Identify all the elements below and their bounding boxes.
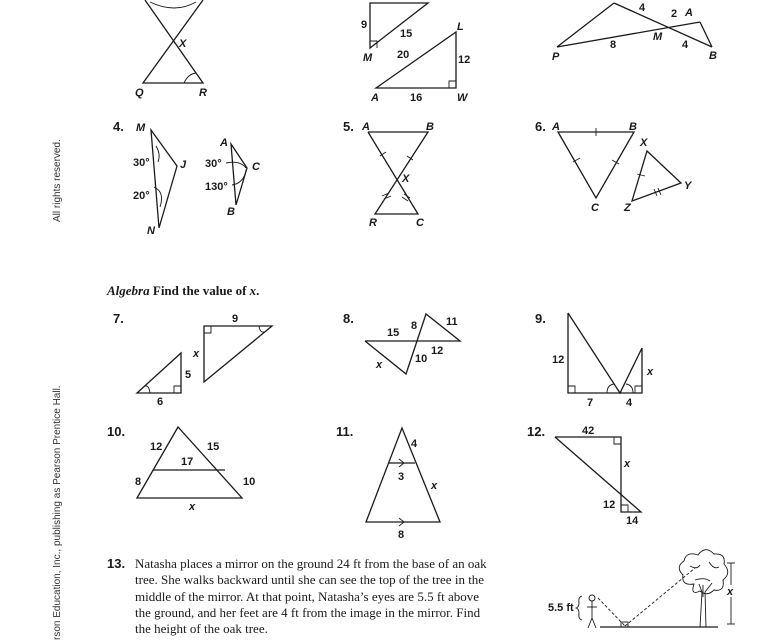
p11-label-x: x (431, 480, 438, 492)
p9-label-4: 4 (626, 397, 633, 409)
problem-4-number: 4. (113, 119, 124, 134)
fig2-side-12: 12 (458, 54, 471, 66)
p7-label-x: x (193, 348, 200, 360)
p12-label-x: x (624, 458, 631, 470)
fig1-label-x: X (179, 38, 187, 50)
p6-label-y: Y (684, 180, 692, 192)
p4-label-n: N (147, 225, 155, 237)
fig2-side-15: 15 (400, 28, 413, 40)
fig3-seg-8: 8 (610, 39, 617, 51)
fig1-label-q: Q (135, 87, 144, 99)
problem-10-number: 10. (107, 424, 126, 439)
p13-line-1: Natasha places a mirror on the ground 24 ft from the base of an oak (135, 556, 487, 571)
problem-11-number: 11. (336, 424, 354, 439)
p8-label-15: 15 (387, 327, 400, 339)
fig1-label-r: R (199, 87, 207, 99)
problem-12-number: 12. (527, 424, 546, 439)
fig3-seg-4b: 4 (682, 39, 689, 51)
p6-label-a: A (552, 121, 560, 133)
fig2-side-16: 16 (410, 92, 423, 104)
p8-label-10: 10 (415, 353, 428, 365)
p12-label-14: 14 (626, 515, 639, 527)
p11-label-3: 3 (398, 471, 405, 483)
p9-label-12: 12 (552, 354, 565, 366)
p13-tree-label-x: x (727, 586, 734, 598)
fig2-label-l: L (457, 21, 464, 33)
p10-label-10: 10 (243, 476, 256, 488)
p10-label-x: x (189, 501, 196, 513)
instruction-suffix: . (256, 283, 260, 298)
p12-label-12: 12 (603, 499, 616, 511)
p6-label-x: X (640, 137, 648, 149)
p10-label-12: 12 (150, 441, 163, 453)
fig3-label-m: M (653, 31, 663, 43)
p4-label-j: J (180, 159, 187, 171)
publisher-margin-text: rson Education, Inc., publishing as Pearson Prentice Hall. (52, 385, 63, 640)
fig2-label-w: W (457, 92, 468, 104)
problem-6 (535, 119, 693, 214)
p4-label-a: A (220, 137, 228, 149)
fig3-label-a: A (685, 7, 693, 19)
p5-label-a: A (362, 121, 370, 133)
problem-13-number: 13. (107, 556, 126, 571)
p5-label-r: R (369, 217, 377, 229)
p10-label-17: 17 (181, 456, 194, 468)
problem-4 (113, 119, 261, 237)
figure-1 (135, 0, 207, 99)
fig2-side-9: 9 (361, 19, 368, 31)
p7-label-6: 6 (157, 396, 164, 408)
p12-label-42: 42 (582, 425, 595, 437)
problem-5-number: 5. (343, 119, 354, 134)
p10-label-15: 15 (207, 441, 220, 453)
p8-label-11: 11 (446, 316, 458, 328)
problem-7 (113, 311, 272, 408)
problem-8 (343, 311, 460, 374)
p4-label-b: B (227, 206, 235, 218)
p4-angle-20: 20° (133, 190, 150, 202)
problem-13-text (107, 556, 532, 637)
fig3-seg-4a: 4 (639, 2, 646, 14)
person-head (589, 595, 595, 601)
p10-label-8: 8 (135, 476, 142, 488)
p4-label-m: M (136, 122, 146, 134)
p6-label-z: Z (624, 202, 631, 214)
fig2-label-m: M (363, 52, 373, 64)
instruction-variable: x (249, 283, 257, 298)
problem-9 (535, 311, 654, 409)
problem-12 (527, 424, 641, 527)
problem-13-figure (548, 550, 737, 628)
fig3-label-b: B (709, 50, 717, 62)
p13-eye-height: 5.5 ft (548, 602, 574, 614)
p9-label-7: 7 (587, 397, 594, 409)
p8-label-x: x (376, 359, 383, 371)
problem-8-number: 8. (343, 311, 354, 326)
p13-line-3: middle of the mirror. At that point, Natasha’s eyes are 5.5 ft above (135, 588, 480, 604)
problem-6-number: 6. (535, 119, 546, 134)
p6-label-c: C (591, 202, 599, 214)
p4-angle-130: 130° (205, 181, 228, 193)
problem-9-number: 9. (535, 311, 546, 326)
p13-line-5: the height of the oak tree. (135, 621, 268, 637)
fig2-label-a: A (371, 92, 379, 104)
problem-11 (336, 424, 440, 541)
instruction-prefix: Algebra (107, 283, 150, 298)
oak-tree-icon (679, 550, 728, 627)
p6-label-b: B (629, 121, 637, 133)
p7-label-5: 5 (185, 369, 192, 381)
p13-line-4: the ground, and her feet are 4 ft from the image in the mirror. Find (135, 604, 481, 620)
p11-label-8: 8 (398, 529, 405, 541)
p4-angle-30a: 30° (133, 157, 150, 169)
p9-label-x: x (647, 366, 654, 378)
p4-label-c: C (252, 161, 260, 173)
p8-label-8: 8 (411, 320, 418, 332)
fig2-side-20: 20 (397, 49, 410, 61)
p5-label-x: X (402, 173, 410, 185)
problem-7-number: 7. (113, 311, 124, 326)
p5-label-c: C (416, 217, 424, 229)
figure-2 (361, 3, 470, 104)
instruction-text: Find the value of (152, 283, 247, 298)
figure-3 (552, 2, 717, 63)
problem-5 (343, 119, 434, 229)
p11-label-4: 4 (411, 438, 418, 450)
rights-margin-text: All rights reserved. (52, 139, 63, 222)
fig3-label-p: P (552, 51, 560, 63)
p13-line-2: tree. She walks backward until she can see the top of the tree in the (135, 572, 485, 588)
problem-10 (107, 424, 255, 513)
p8-label-12: 12 (431, 345, 444, 357)
p5-label-b: B (426, 121, 434, 133)
p4-angle-30b: 30° (205, 158, 222, 170)
fig3-seg-2: 2 (671, 8, 678, 20)
p7-label-9: 9 (232, 313, 239, 325)
algebra-instruction (107, 283, 259, 299)
